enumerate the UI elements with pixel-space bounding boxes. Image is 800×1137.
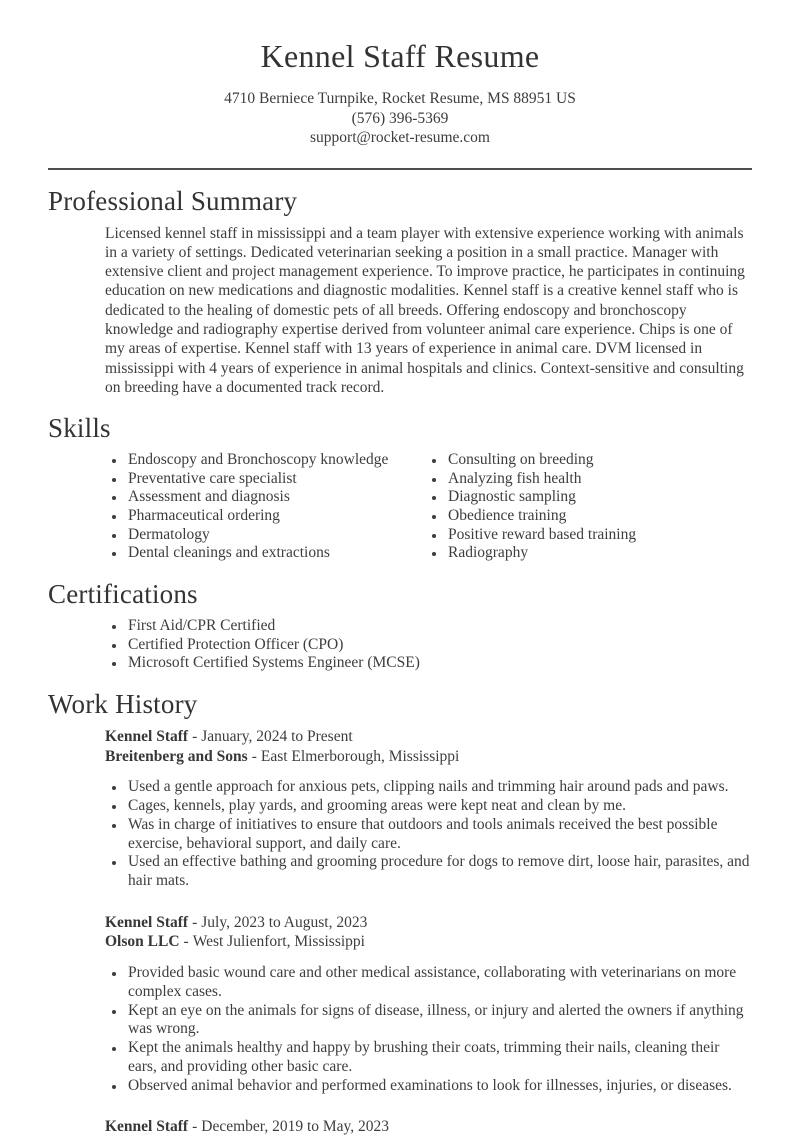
separator: - [192, 913, 198, 931]
separator: - [192, 728, 198, 746]
job-title-line [105, 727, 752, 747]
job-bullet: • Provided basic wound care and other medical assistance, collaborating with veterinarians on more complex cases. [126, 964, 752, 1002]
separator: - [251, 747, 257, 765]
job-title-line [105, 1117, 752, 1137]
resume-page [0, 38, 800, 1137]
job-company: Olson LLC [105, 933, 180, 951]
contact-email: support@rocket-resume.com [310, 129, 490, 146]
job-bullet-list [48, 964, 752, 1096]
skill-item: • Analyzing fish health [446, 470, 688, 489]
skill-item: • Dental cleanings and extractions [126, 544, 368, 563]
heading-work-history: Work History [48, 689, 198, 720]
job-dates: July, 2023 to August, 2023 [201, 913, 368, 931]
header-divider [48, 168, 752, 170]
heading-skills: Skills [48, 413, 111, 444]
job-bullet: • Observed animal behavior and performed examinations to look for illnesses, injuries, or diseases. [126, 1077, 752, 1096]
job-bullet: • Was in charge of initiatives to ensure that outdoors and tools animals received the best possible exercise, behavioral support, and daily care. [126, 816, 752, 854]
job-location: East Elmerborough, Mississippi [260, 747, 460, 765]
skill-item: • Dermatology [126, 526, 368, 545]
contact-address: 4710 Berniece Turnpike, Rocket Resume, MS 88951 US [224, 90, 576, 107]
skills-column-right [368, 451, 688, 563]
separator: - [192, 1118, 198, 1136]
skill-item: • Endoscopy and Bronchoscopy knowledge [126, 451, 368, 470]
page-title: Kennel Staff Resume [260, 38, 540, 74]
skill-item: • Positive reward based training [446, 526, 688, 545]
job-company-line [105, 932, 752, 952]
job-entry [48, 913, 752, 1096]
skill-item: • Obedience training [446, 507, 688, 526]
section-skills [48, 413, 752, 563]
job-bullet: • Kept an eye on the animals for signs of disease, illness, or injury and alerted the owners if anything was wrong. [126, 1002, 752, 1040]
section-certifications [48, 579, 752, 673]
job-bullet: • Used a gentle approach for anxious pets, clipping nails and trimming hair around pads and paws. [126, 778, 752, 797]
skill-item: • Diagnostic sampling [446, 488, 688, 507]
section-work-history [48, 689, 752, 1137]
separator: - [183, 933, 189, 951]
job-title: Kennel Staff [105, 728, 189, 746]
job-location: West Julienfort, Mississippi [192, 933, 365, 951]
job-title: Kennel Staff [105, 913, 189, 931]
section-professional-summary [48, 186, 752, 398]
job-company-line [105, 747, 752, 767]
skill-item: • Assessment and diagnosis [126, 488, 368, 507]
job-title-line [105, 913, 752, 933]
job-dates: December, 2019 to May, 2023 [201, 1118, 390, 1136]
skills-columns [48, 451, 752, 563]
professional-summary-text: Licensed kennel staff in mississippi and a team player with extensive experience working with animals in a variety of settings. Dedicated veterinarian seeking a position in a small practice. Manager with extensive client and project management experience. To improve practice, he participates in continuing education on new medications and diagnostic modalities. Kennel staff is a creative kennel staff who is dedicated to the healing of domestic pets of all breeds. Offering endoscopy and bronchoscopy knowledge and radiography expertise derived from volunteer animal care experience. Chips is one of my areas of expertise. Kennel staff with 13 years of experience in animal care. DVM licensed in mississippi with 4 years of experience in animal hospitals and clinics. Context-sensitive and consulting on breeding have a documented track record. [105, 224, 745, 396]
skill-item: • Consulting on breeding [446, 451, 688, 470]
skill-item: • Preventative care specialist [126, 470, 368, 489]
job-dates: January, 2024 to Present [201, 728, 353, 746]
certification-item: • Microsoft Certified Systems Engineer (MCSE) [126, 654, 752, 673]
skill-item: • Radiography [446, 544, 688, 563]
job-entry [48, 1117, 752, 1137]
resume-header [48, 38, 752, 170]
job-entry [48, 727, 752, 891]
certifications-list [48, 617, 752, 673]
job-title: Kennel Staff [105, 1118, 189, 1136]
certification-item: • First Aid/CPR Certified [126, 617, 752, 636]
contact-phone: (576) 396-5369 [351, 109, 449, 127]
job-bullet-list [48, 778, 752, 891]
job-bullet: • Kept the animals healthy and happy by brushing their coats, trimming their nails, cleaning their ears, and providing other basic care. [126, 1039, 752, 1077]
job-bullet: • Cages, kennels, play yards, and grooming areas were kept neat and clean by me. [126, 797, 752, 816]
skills-column-left [48, 451, 389, 563]
contact-info [48, 89, 752, 148]
job-bullet: • Used an effective bathing and grooming procedure for dogs to remove dirt, loose hair, parasites, and hair mats. [126, 853, 752, 891]
job-company: Breitenberg and Sons [105, 747, 248, 765]
heading-certifications: Certifications [48, 578, 198, 609]
heading-professional-summary: Professional Summary [48, 185, 298, 216]
skill-item: • Pharmaceutical ordering [126, 507, 368, 526]
certification-item: • Certified Protection Officer (CPO) [126, 636, 752, 655]
